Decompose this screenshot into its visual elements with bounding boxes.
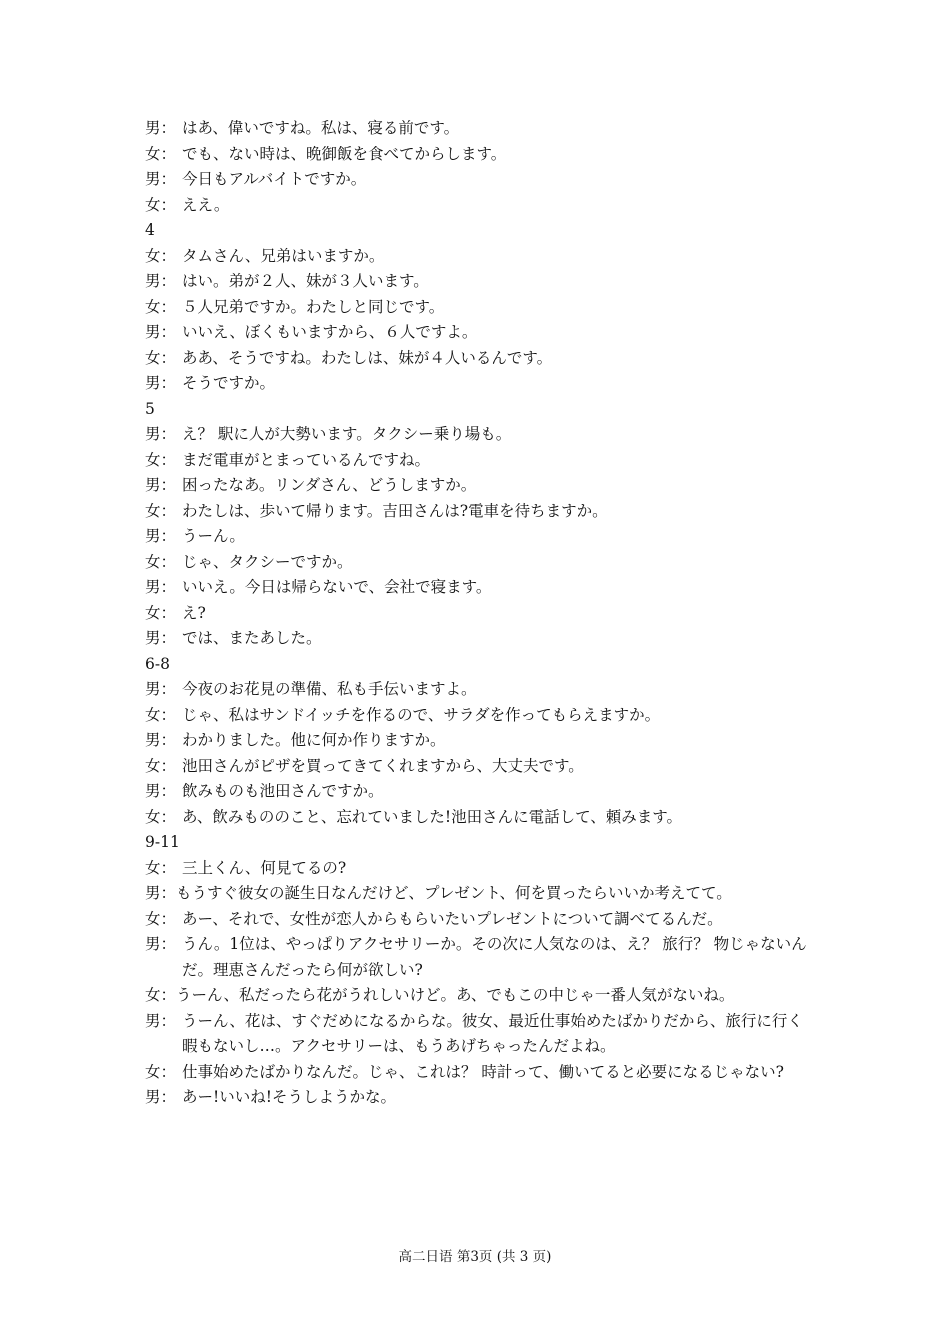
speaker-label: 女： xyxy=(145,144,177,163)
dialogue-line xyxy=(145,575,813,601)
speaker-label: 女： xyxy=(145,450,177,469)
speaker-label: 男： xyxy=(145,578,177,596)
dialogue-text: はあ、偉いですね。私は、寝る前です。 xyxy=(182,119,460,137)
dialogue-text: あー、それで、女性が恋人からもらいたいプレゼントについて調べてるんだ。 xyxy=(182,909,723,928)
speaker-label: 女： xyxy=(145,807,177,826)
dialogue-line xyxy=(145,550,813,576)
dialogue-line xyxy=(145,1085,813,1111)
dialogue-text: 困ったなあ。リンダさん、どうしますか。 xyxy=(182,476,477,494)
speaker-label: 女： xyxy=(145,986,177,1004)
speaker-label: 男： xyxy=(145,374,177,392)
dialogue-line xyxy=(145,677,813,703)
dialogue-text: ええ。 xyxy=(182,195,230,214)
dialogue-text: ５人兄弟ですか。わたしと同じです。 xyxy=(182,297,445,316)
section-number: 9-11 xyxy=(145,833,180,851)
dialogue-line xyxy=(145,626,813,652)
speaker-label: 女： xyxy=(145,603,177,622)
dialogue-line xyxy=(145,193,813,219)
dialogue-line xyxy=(145,601,813,627)
dialogue-line xyxy=(145,244,813,270)
section-number: 4 xyxy=(145,221,155,239)
dialogue-text: では、またあした。 xyxy=(182,629,322,647)
dialogue-text: じゃ、私はサンドイッチを作るので、サラダを作ってもらえますか。 xyxy=(182,705,661,724)
speaker-label: 女： xyxy=(145,195,177,214)
dialogue-line xyxy=(145,805,813,831)
dialogue-text: 池田さんがピザを買ってきてくれますから、大丈夫です。 xyxy=(182,756,584,775)
dialogue-text: あー!いいね!そうしようかな。 xyxy=(182,1088,396,1106)
section-number: 6-8 xyxy=(145,654,170,673)
page-footer: 高二日语 第3页 (共 3 页) xyxy=(398,1249,552,1265)
speaker-label: 男： xyxy=(145,272,177,290)
dialogue-text: いいえ、ぼくもいますから、６人ですよ。 xyxy=(182,323,478,341)
dialogue-line xyxy=(145,346,813,372)
speaker-label: 男： xyxy=(145,782,177,800)
dialogue-line xyxy=(145,142,813,168)
dialogue-text: え? xyxy=(182,603,206,622)
dialogue-text: タムさん、兄弟はいますか。 xyxy=(182,246,385,265)
speaker-label: 男： xyxy=(145,425,177,443)
section-number: 5 xyxy=(145,399,155,418)
speaker-label: 女： xyxy=(145,756,177,775)
speaker-label: 女： xyxy=(145,246,177,265)
dialogue-text: いいえ。今日は帰らないで、会社で寝ます。 xyxy=(182,578,492,596)
dialogue-line xyxy=(145,116,813,142)
dialogue-line xyxy=(145,524,813,550)
dialogue-text: うーん、花は、すぐだめになるからな。彼女、最近仕事始めたばかりだから、旅行に行く暇もないし…。アクセサリーは、もうあげちゃったんだよね。 xyxy=(182,1011,803,1055)
dialogue-text: わかりました。他に何か作りますか。 xyxy=(182,731,446,749)
speaker-label: 女： xyxy=(145,552,177,571)
dialogue-line xyxy=(145,371,813,397)
speaker-label: 男： xyxy=(145,680,177,698)
speaker-label: 男： xyxy=(145,629,177,647)
speaker-label: 男： xyxy=(145,935,177,953)
dialogue-line xyxy=(145,422,813,448)
speaker-label: 女： xyxy=(145,297,177,316)
dialogue-text: え？ 駅に人が大勢います。タクシー乗り場も。 xyxy=(182,425,512,443)
speaker-label: 男： xyxy=(145,731,177,749)
speaker-label: 男： xyxy=(145,476,177,494)
speaker-label: 男： xyxy=(145,323,177,341)
dialogue-text: うん。1位は、やっぱりアクセサリーか。その次に人気なのは、え？ 旅行？ 物じゃないんだ。理恵さんだったら何が欲しい? xyxy=(182,935,807,979)
dialogue-text: あ、飲みもののこと、忘れていました!池田さんに電話して、頼みます。 xyxy=(182,807,683,826)
dialogue-text: そうですか。 xyxy=(182,374,276,392)
dialogue-line xyxy=(145,703,813,729)
dialogue-line xyxy=(145,983,813,1009)
speaker-label: 男： xyxy=(145,1011,177,1030)
dialogue-line xyxy=(145,754,813,780)
dialogue-line xyxy=(145,932,813,983)
speaker-label: 男： xyxy=(145,170,177,188)
dialogue-text: まだ電車がとまっているんですね。 xyxy=(182,450,431,469)
dialogue-line xyxy=(145,779,813,805)
dialogue-line xyxy=(145,448,813,474)
speaker-label: 女： xyxy=(145,501,177,520)
speaker-label: 男： xyxy=(145,884,177,902)
dialogue-line xyxy=(145,295,813,321)
speaker-label: 男： xyxy=(145,119,177,137)
dialogue-line xyxy=(145,320,813,346)
speaker-label: 女： xyxy=(145,909,177,928)
dialogue-line xyxy=(145,728,813,754)
dialogue-text: はい。弟が２人、妹が３人います。 xyxy=(182,272,429,290)
dialogue-line xyxy=(145,1060,813,1086)
speaker-label: 女： xyxy=(145,705,177,724)
dialogue-line xyxy=(145,473,813,499)
dialogue-line xyxy=(145,907,813,933)
dialogue-text: わたしは、歩いて帰ります。吉田さんは?電車を待ちますか。 xyxy=(182,501,608,520)
speaker-label: 女： xyxy=(145,1062,177,1081)
speaker-label: 男： xyxy=(145,527,177,545)
dialogue-text: 今夜のお花見の準備、私も手伝いますよ。 xyxy=(182,680,477,698)
dialogue-line xyxy=(145,881,813,907)
dialogue-text: もうすぐ彼女の誕生日なんだけど、プレゼント、何を買ったらいいか考えてて。 xyxy=(176,884,732,902)
dialogue-text: でも、ない時は、晩御飯を食べてからします。 xyxy=(182,144,507,163)
dialogue-text: じゃ、タクシーですか。 xyxy=(182,552,353,571)
speaker-label: 女： xyxy=(145,858,177,877)
dialogue-line xyxy=(145,167,813,193)
dialogue-text: 三上くん、何見てるの? xyxy=(182,858,347,877)
speaker-label: 男： xyxy=(145,1088,177,1106)
dialogue-text: うーん、私だったら花がうれしいけど。あ、でもこの中じゃ一番人気がないね。 xyxy=(176,986,735,1004)
dialogue-line xyxy=(145,1009,813,1060)
dialogue-text: 仕事始めたばかりなんだ。じゃ、これは？ 時計って、働いてると必要になるじゃない? xyxy=(182,1062,784,1081)
transcript xyxy=(145,116,813,1111)
dialogue-text: 飲みものも池田さんですか。 xyxy=(182,782,384,800)
dialogue-text: うーん。 xyxy=(182,527,245,545)
dialogue-line xyxy=(145,499,813,525)
dialogue-line xyxy=(145,269,813,295)
speaker-label: 女： xyxy=(145,348,177,367)
dialogue-text: 今日もアルバイトですか。 xyxy=(182,170,367,188)
dialogue-text: ああ、そうですね。わたしは、妹が４人いるんです。 xyxy=(182,348,553,367)
dialogue-line xyxy=(145,856,813,882)
